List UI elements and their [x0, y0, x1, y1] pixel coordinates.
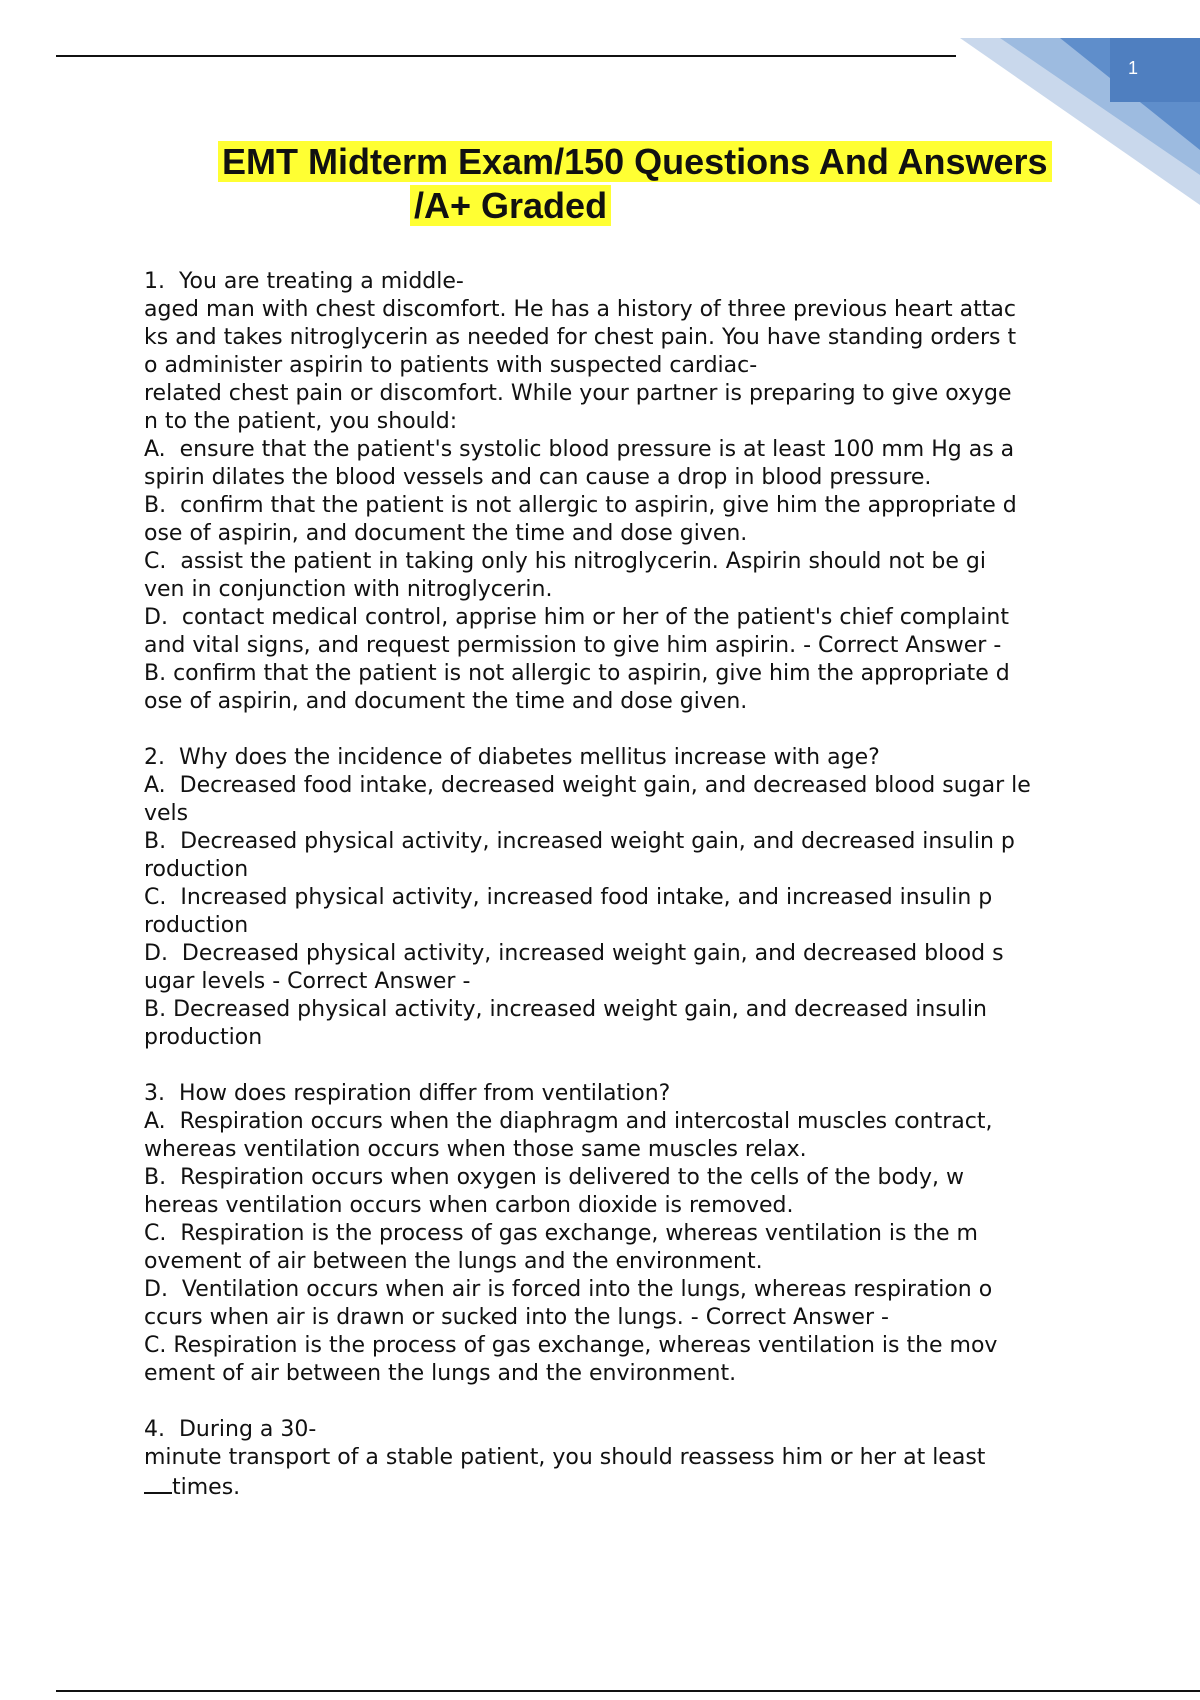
option-c: ovement of air between the lungs and the environment. [144, 1249, 763, 1274]
question-2 [144, 744, 1074, 1052]
question-text-end: times. [172, 1475, 241, 1500]
question-list [144, 268, 1074, 1530]
option-d: and vital signs, and request permission to give him aspirin. - Correct Answer - [144, 633, 1002, 658]
option-b: hereas ventilation occurs when carbon dioxide is removed. [144, 1193, 794, 1218]
question-1 [144, 268, 1074, 716]
option-d: D. Ventilation occurs when air is forced into the lungs, whereas respiration o [144, 1277, 993, 1302]
option-d: ccurs when air is drawn or sucked into the lungs. - Correct Answer - [144, 1305, 889, 1330]
question-text: o administer aspirin to patients with suspected cardiac- [144, 353, 758, 378]
question-text: aged man with chest discomfort. He has a history of three previous heart attac [144, 297, 1016, 322]
question-text-with-blank [144, 1472, 1074, 1502]
option-d: ugar levels - Correct Answer - [144, 969, 471, 994]
option-b: B. Decreased physical activity, increased weight gain, and decreased insulin p [144, 829, 1015, 854]
correct-answer: ement of air between the lungs and the environment. [144, 1361, 737, 1386]
option-d: D. contact medical control, apprise him or her of the patient's chief complaint [144, 605, 1010, 630]
option-c: C. assist the patient in taking only his nitroglycerin. Aspirin should not be gi [144, 549, 986, 574]
option-c: C. Respiration is the process of gas exchange, whereas ventilation is the m [144, 1221, 978, 1246]
option-d: D. Decreased physical activity, increased weight gain, and decreased blood s [144, 941, 1004, 966]
option-b: roduction [144, 857, 249, 882]
option-a: A. ensure that the patient's systolic blood pressure is at least 100 mm Hg as a [144, 437, 1015, 462]
title-line-1: EMT Midterm Exam/150 Questions And Answers [218, 141, 1052, 182]
option-b: B. confirm that the patient is not allergic to aspirin, give him the appropriate d [144, 493, 1017, 518]
question-4 [144, 1416, 1074, 1502]
question-text: ks and takes nitroglycerin as needed for chest pain. You have standing orders t [144, 325, 1017, 350]
question-text: minute transport of a stable patient, you should reassess him or her at least [144, 1445, 986, 1470]
page-number: 1 [1127, 58, 1138, 78]
footer-rule [56, 1690, 1200, 1692]
correct-answer: ose of aspirin, and document the time and dose given. [144, 689, 748, 714]
option-a: A. Decreased food intake, decreased weight gain, and decreased blood sugar le [144, 773, 1031, 798]
correct-answer: B. Decreased physical activity, increased weight gain, and decreased insulin [144, 997, 987, 1022]
correct-answer: production [144, 1025, 263, 1050]
option-a: whereas ventilation occurs when those same muscles relax. [144, 1137, 807, 1162]
option-b: B. Respiration occurs when oxygen is delivered to the cells of the body, w [144, 1165, 964, 1190]
title-line-2: /A+ Graded [410, 185, 611, 226]
option-a: spirin dilates the blood vessels and can cause a drop in blood pressure. [144, 465, 932, 490]
question-text: 1. You are treating a middle- [144, 269, 464, 294]
option-a: A. Respiration occurs when the diaphragm and intercostal muscles contract, [144, 1109, 993, 1134]
option-c: ven in conjunction with nitroglycerin. [144, 577, 553, 602]
question-text: n to the patient, you should: [144, 409, 458, 434]
question-text: 3. How does respiration differ from ventilation? [144, 1081, 671, 1106]
question-3 [144, 1080, 1074, 1388]
answer-blank [144, 1472, 172, 1494]
option-b: ose of aspirin, and document the time and dose given. [144, 521, 748, 546]
question-text: 2. Why does the incidence of diabetes mellitus increase with age? [144, 745, 880, 770]
question-text: related chest pain or discomfort. While your partner is preparing to give oxyge [144, 381, 1012, 406]
option-c: C. Increased physical activity, increased food intake, and increased insulin p [144, 885, 993, 910]
option-c: roduction [144, 913, 249, 938]
option-a: vels [144, 801, 189, 826]
correct-answer: B. confirm that the patient is not allergic to aspirin, give him the appropriate d [144, 661, 1010, 686]
header-rule [56, 55, 956, 57]
correct-answer: C. Respiration is the process of gas exchange, whereas ventilation is the mov [144, 1333, 998, 1358]
question-text: 4. During a 30- [144, 1417, 317, 1442]
